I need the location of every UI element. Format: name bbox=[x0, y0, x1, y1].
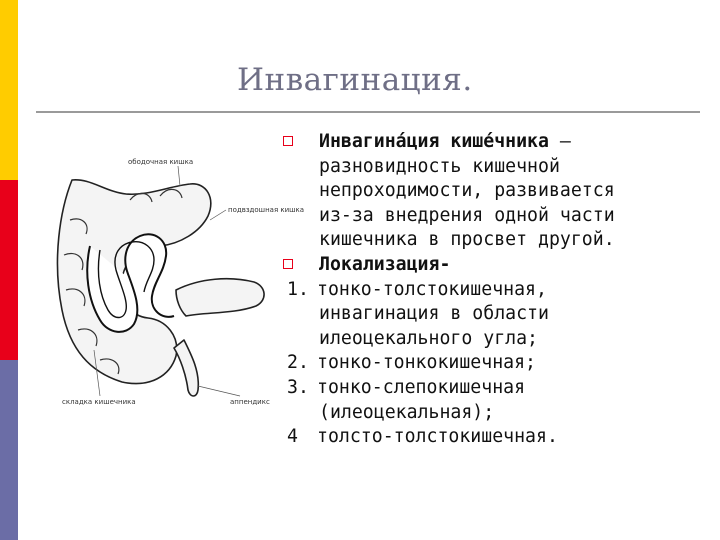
list-number: 4 bbox=[287, 426, 298, 448]
definition-line: разновидность кишечной bbox=[319, 155, 560, 177]
list-item-text: тонко-тонкокишечная; bbox=[317, 352, 536, 374]
list-item-text: тонко-слепокишечная bbox=[317, 376, 526, 398]
bullet-square-icon bbox=[283, 259, 293, 269]
definition-line: кишечника в просвет другой. bbox=[319, 229, 615, 251]
localization-term: Локализация- bbox=[319, 253, 451, 275]
intussusception-illustration bbox=[30, 150, 305, 412]
definition-term: Инвагина́ция кише́чника bbox=[319, 131, 549, 152]
definition-line: непроходимости, развивается bbox=[319, 180, 615, 202]
label-ileum: подвздошная кишка bbox=[228, 206, 305, 214]
list-number: 3. bbox=[287, 376, 309, 398]
list-item bbox=[280, 425, 710, 450]
label-fold: складка кишечника bbox=[62, 398, 136, 406]
bullet-definition bbox=[280, 130, 710, 155]
list-number: 1. bbox=[287, 278, 309, 300]
label-appendix: аппендикс bbox=[230, 398, 270, 406]
list-item-text: толсто-толстокишечная. bbox=[317, 426, 558, 448]
slide-body bbox=[280, 130, 710, 450]
bullet-square-icon bbox=[283, 136, 293, 146]
list-number: 2. bbox=[287, 352, 309, 374]
accent-bar-yellow bbox=[0, 0, 18, 180]
list-item-continuation: илеоцекального угла; bbox=[319, 327, 538, 349]
accent-bar-red bbox=[0, 180, 18, 360]
list-item bbox=[280, 278, 710, 303]
list-item-text: тонко-толстокишечная, bbox=[317, 278, 547, 300]
bullet-localization bbox=[280, 253, 710, 278]
title-divider bbox=[36, 111, 700, 113]
definition-dash: — bbox=[548, 131, 571, 152]
appendix-shape bbox=[174, 340, 198, 396]
label-colon: ободочная кишка bbox=[128, 158, 194, 166]
ileum-shape bbox=[176, 279, 264, 316]
accent-bar-slate bbox=[0, 360, 18, 540]
definition-line: из-за внедрения одной части bbox=[319, 204, 615, 226]
list-item bbox=[280, 376, 710, 401]
slide-title: Инвагинация. bbox=[237, 62, 473, 98]
list-item-continuation: (илеоцекальная); bbox=[319, 401, 495, 423]
list-item bbox=[280, 351, 710, 376]
list-item-continuation: инвагинация в области bbox=[319, 303, 549, 325]
